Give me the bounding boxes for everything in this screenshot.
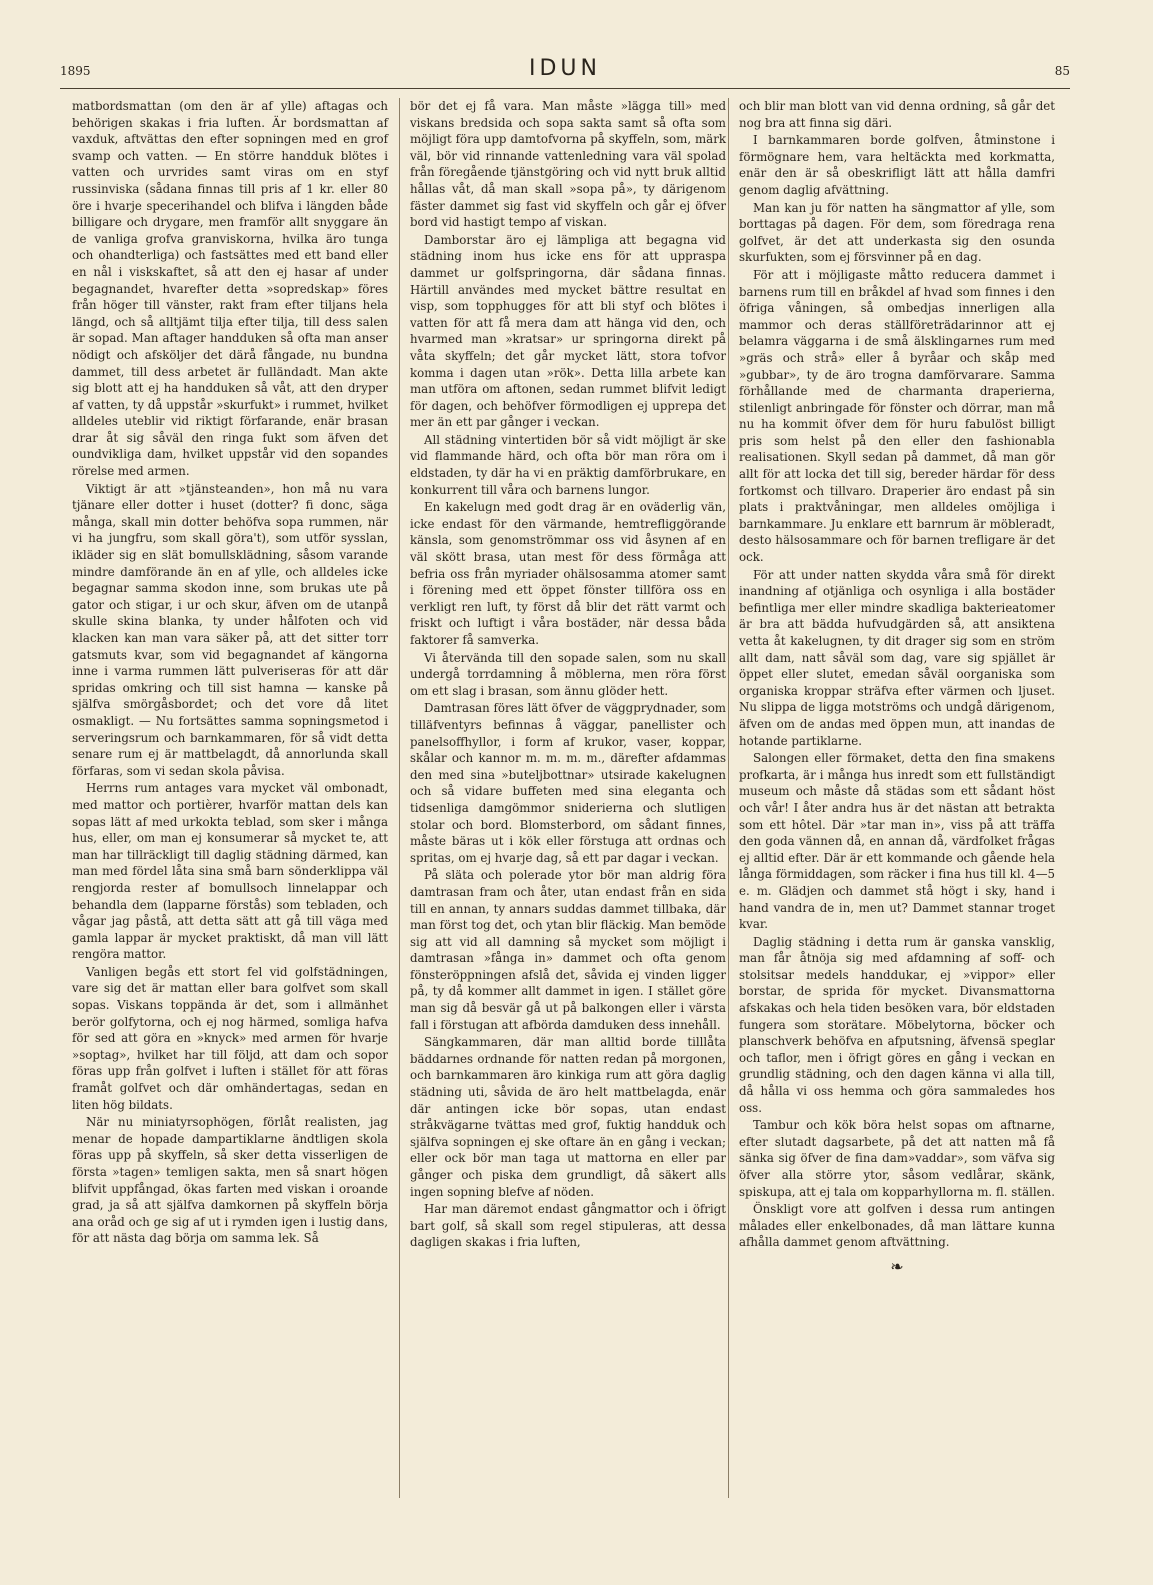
- paragraph: Man kan ju för natten ha sängmattor af ylle, som borttagas på dagen. För dem, som föredraga rena golfvet, är det att underkasta sig den osunda skurfukten, som ej försvinner på en dag.: [739, 200, 1055, 265]
- paragraph: Har man däremot endast gångmattor och i öfrigt bart golf, så skall som regel stipuleras, att dessa dagligen skakas i fria luften,: [410, 1202, 726, 1250]
- paragraph: För att i möjligaste måtto reducera dammet i barnens rum till en bråkdel af hvad som finnes i den öfriga våningen, så ombedjas innerligen alla mammor och deras ställföreträdarinnor att ej belamra väggarna i de små älsklingarnes rum med »gräs och strå» eller å byråar och skåp med »gubbar», ty de äro trogna damförvarare. Samma förhållande med de charmanta draperierna, stilenligt anbringade för fönster och dörrar, man må nu ha kommit öfver dem för huru fabulöst billigt pris som helst på den eller den fashionabla realisationen. Skyll sedan på dammet, då man gör allt för att locka det till sig, bereder härdar för dess fortkomst och tillvaro. Draperier äro endast på sin plats i praktvåningar, men alldeles omöjliga i barnkammare. Ju enklare ett barnrum är möbleradt, desto hälsosammare och för barnen trefligare är det ock.: [739, 267, 1055, 565]
- paragraph: En kakelugn med godt drag är en oväderlig vän, icke endast för den värmande, hemtrefliggörande känsla, som genomströmmar oss vid åsynen af en väl skött brasa, utan mest för dess förmåga att befria oss från myriader ohälsosamma atomer samt i förening med ett öppet fönster tillföra oss en verkligt ren luft, ty först då blir det rätt varmt och friskt och luftigt i våra bostäder, när dessa båda faktorer få samverka.: [410, 500, 726, 647]
- paragraph: Salongen eller förmaket, detta den fina smakens profkarta, är i många hus inredt som ett fullständigt museum och måste då städas som ett sådant höst och vår! I åter andra hus är det nästan att betrakta som ett hôtel. Där »tar man in», viss på att träffa den goda vännen då, en annan då, värdfolket frågas ej alltid efter. Där är ett kommande och gående hela långa förmiddagen, som räcker i fina hus till kl. 4—5 e. m. Glädjen och dammet stå högt i sky, hand i hand vandra de in, men ut? Dammet stannar troget kvar.: [739, 751, 1055, 932]
- ornament-icon: ❧: [890, 1256, 904, 1276]
- masthead-title: IDUN: [529, 56, 601, 81]
- paragraph: All städning vintertiden bör så vidt möjligt är ske vid flammande härd, och ofta bör man röra om i eldstaden, ty där ha vi en präktig damförbrukare, en konkurrent till våra och barnens lungor.: [410, 432, 726, 497]
- paragraph: Damborstar äro ej lämpliga att begagna vid städning inom hus icke ens för att uppraspa dammet ur golfspringorna, där sådana finnas. Härtill användes med mycket bättre resultat en visp, som topphugges för att bli styf och blötes i vatten för att få mera dam att hänga vid den, och hvarmed man »kratsar» ur springorna direkt på våta skyffeln; det går mycket lätt, stora tofvor komma i dagen utan »rök». Detta lilla arbete kan man utföra om aftonen, sedan rummet blifvit ledigt för dagen, och behöfver förmodligen ej upprepa det mer än ett par gånger i veckan.: [410, 232, 726, 430]
- page-header: [60, 56, 1070, 89]
- column-2: [410, 98, 726, 1558]
- paragraph: matbordsmattan (om den är af ylle) aftagas och behörigen skakas i fria luften. Är bordsmattan af vaxduk, aftvättas den efter sopningen med en grof svamp och vatten. — En större handduk blötes i vatten och urvrides samt viras om en styf russinviska (sådana finnas till pris af 1 kr. eller 80 öre i hvarje specerihandel och blifva i längden både billigare och drygare, men framför allt snyggare än de vanliga grofva granviskorna, hvilka äro tunga och ohandterliga) och fastsättes med ett band eller en nål i viskskaftet, så att den ej hasar af under begagnandet, hvarefter detta »sopredskap» föres från höger till vänster, rakt fram efter tiljans hela längd, och så alltjämt tilja efter tilja, till dess salen är sopad. Man aftager handduken så ofta man anser nödigt och afsköljer det därå fångade, nu bundna dammet, till dess arbetet är fulländadt. Man akte sig blott att ej ha handduken så våt, att den dryper af vatten, ty då uppstår »skurfukt» i rummet, hvilket alldeles uteblir vid riktigt förfarande, enär brasan drar åt sig såväl den ringa fukt som äfven det oundvikliga dam, hvilket uppstår vid den sopandes rörelse med armen.: [72, 99, 388, 479]
- column-3: [739, 98, 1055, 1558]
- paragraph: Sängkammaren, där man alltid borde tilllåta bäddarnes ordnande för natten redan på morgonen, och barnkammaren äro kinkiga rum att göra daglig städning uti, såvida de äro helt mattbelagda, enär där antingen icke bör sopas, utan endast stråkvägarne tvättas med grof, fuktig handduk och själfva sopningen ej ske oftare än en gång i veckan; eller ock bör man taga ut mattorna en eller par gånger och piska dem grundligt, då säkert alls ingen sopning blefve af nöden.: [410, 1035, 726, 1199]
- paragraph: Damtrasan föres lätt öfver de väggprydnader, som tilläfventyrs befinnas å väggar, panellister och panelsoffhyllor, i form af krukor, vaser, koppar, skålar och kannor m. m. m. m., därefter afdammas den med sina »buteljbottnar» utsirade kakelugnen och så vidare buffeten med sina eleganta och tidsenliga damgömmor sniderierna och slutligen stolar och bord. Blomsterbord, om sådant finnes, måste bäras ut i kök eller förstuga att ordnas och spritas, om ej hvarje dag, så ett par dagar i veckan.: [410, 701, 726, 865]
- paragraph: bör det ej få vara. Man måste »lägga till» med viskans bredsida och sopa sakta samt så ofta som möjligt föra upp damtofvorna på skyffeln, som, märk väl, bör vid rinnande vattenledning vara väl spolad från föregående tjänstgöring och vid nytt bruk alltid hållas våt, då man skall »sopa på», ty därigenom fäster dammet sig fast vid skyffeln och går ej öfver bord vid hastigt tempo af viskan.: [410, 99, 726, 230]
- paragraph: För att under natten skydda våra små för direkt inandning af otjänliga och osynliga i alla bostäder befintliga mer eller mindre skadliga bakterieatomer är bra att bädda hufvudgärden så, att ansiktena vetta åt kakelugnen, ty dit drager sig som en ström allt dam, natt såväl som dag, vare sig spjället är öppet eller slutet, emedan såväl oorganiska som organiska kroppar sträfva efter värmen och ljuset. Nu slippa de ligga motströms och undgå därigenom, äfven om de andas med öppen mun, att inandas de hotande partiklarne.: [739, 567, 1055, 748]
- paragraph: Vi återvända till den sopade salen, som nu skall undergå torrdamning å möblerna, men röra först om ett slag i brasan, som ännu glöder hett.: [410, 650, 726, 698]
- paragraph: Tambur och kök böra helst sopas om aftnarne, efter slutadt dagsarbete, på det att natten må få sänka sig öfver de fina dam»vaddar», som väfva sig öfver alla större ytor, såsom vedlårar, skänk, spiskupa, att ej tala om kopparhyllorna m. fl. ställen.: [739, 1118, 1055, 1199]
- page-number: 85: [1054, 64, 1070, 78]
- column-1: [72, 98, 388, 1558]
- paragraph: Önskligt vore att golfven i dessa rum antingen målades eller enkelbonades, då man lättare kunna afhålla dammet genom aftvättning.: [739, 1202, 1055, 1250]
- paragraph: När nu miniatyrsophögen, förlåt realisten, jag menar de hopade dampartiklarne ändtligen skola föras upp på skyffeln, så sker detta visserligen de första »tagen» temligen sakta, men så snart högen blifvit uppfångad, ökas farten med viskan i oroande grad, ja så att själfva damkornen på skyffeln börja ana oråd och ge sig af ut i rymden igen i lustig dans, för att nästa dag börja om samma lek. Så: [72, 1115, 388, 1246]
- paragraph: På släta och polerade ytor bör man aldrig föra damtrasan fram och åter, utan endast från en sida till en annan, ty annars suddas dammet tillbaka, där man först tog det, och ytan blir fläckig. Man bemöde sig att vid all damning så mycket som möjligt i damtrasan »fånga in» dammet och ofta genom fönsteröppningen afslå det, såvida ej vinden ligger på, ty då kommer allt dammet in igen. I stället göre man sig då besvär gå ut på balkongen eller i värsta fall i förstugan att afbörda damduken dess innehåll.: [410, 868, 726, 1032]
- paragraph: och blir man blott van vid denna ordning, så går det nog bra att finna sig däri.: [739, 99, 1055, 130]
- header-year: 1895: [60, 64, 91, 78]
- column-divider: [399, 98, 400, 1498]
- paragraph: Viktigt är att »tjänsteanden», hon må nu vara tjänare eller dotter i huset (dotter? fi donc, säga många, skall min dotter behöfva sopa rummen, när vi ha jungfru, som skall göra't), som utför sysslan, ikläder sig en slät bomullsklädning, såsom varande mindre damförande än en af ylle, och alldeles icke begagnar samma skodon inne, som brukas ute på gator och stigar, i ur och skur, äfven om de utanpå skulle skina blanka, ty under hålfoten och vid klacken kan man vara säker på, att det sitter torr gatsmuts kvar, som vid begagnandet af kängorna inne i varma rummen lätt pulveriseras för att där spridas omkring och till sist hamna — kanske på själfva smörgåsbordet; och det vore då litet osmakligt. — Nu fortsättes samma sopningsmetod i serveringsrum och barnkammaren, för så vidt detta senare rum ej är mattbelagdt, då annorlunda skall förfaras, som vi sedan skola påvisa.: [72, 481, 388, 778]
- paragraph: Daglig städning i detta rum är ganska vansklig, man får åtnöja sig med afdamning af soff- och stolsitsar medels handdukar, ej »vippor» eller borstar, de sprida för mycket. Divansmattorna afskakas och hela tiden besöken vara, bör eldstaden fungera som storätare. Möbelytorna, böcker och planschverk behöfva en afputsning, äfvensä speglar och taflor, men i öfrigt göres en gång i veckan en grundlig städning, och den dagen känna vi alla till, då hålla vi oss hemma och göra sammaledes hos oss.: [739, 934, 1055, 1115]
- column-divider: [728, 98, 729, 1498]
- paragraph: Vanligen begås ett stort fel vid golfstädningen, vare sig det är mattan eller bara golfvet som skall sopas. Viskans toppända är det, som i allmänhet berör golfytorna, och ej nog härmed, somliga hafva för sed att göra en »knyck» med armen för hvarje »soptag», hvilket har till följd, att dam och sopor föras upp från golfvet i luften i stället för att föras framåt golfvet och där omhändertagas, sedan en liten hög bildats.: [72, 964, 388, 1112]
- paragraph: I barnkammaren borde golfven, åtminstone i förmögnare hem, vara heltäckta med korkmatta, enär den är så obeskrifligt lätt att hålla damfri genom daglig afvättning.: [739, 133, 1055, 197]
- paragraph: Herrns rum antages vara mycket väl ombonadt, med mattor och portièrer, hvarför mattan dels kan sopas lätt af med urkokta teblad, som sker i många hus, eller, om man ej konsumerar så mycket te, att man har tillräckligt till daglig städning därmed, kan man med fördel låta sina små barn sönderklippa väl rengjorda rester af bomullsoch linnelappar och behandla dem (lapparne förstås) som tebladen, och vågar jag påstå, att detta sätt att gå till väga med gamla lappar är mycket praktiskt, då man vill lätt rengöra mattor.: [72, 781, 388, 962]
